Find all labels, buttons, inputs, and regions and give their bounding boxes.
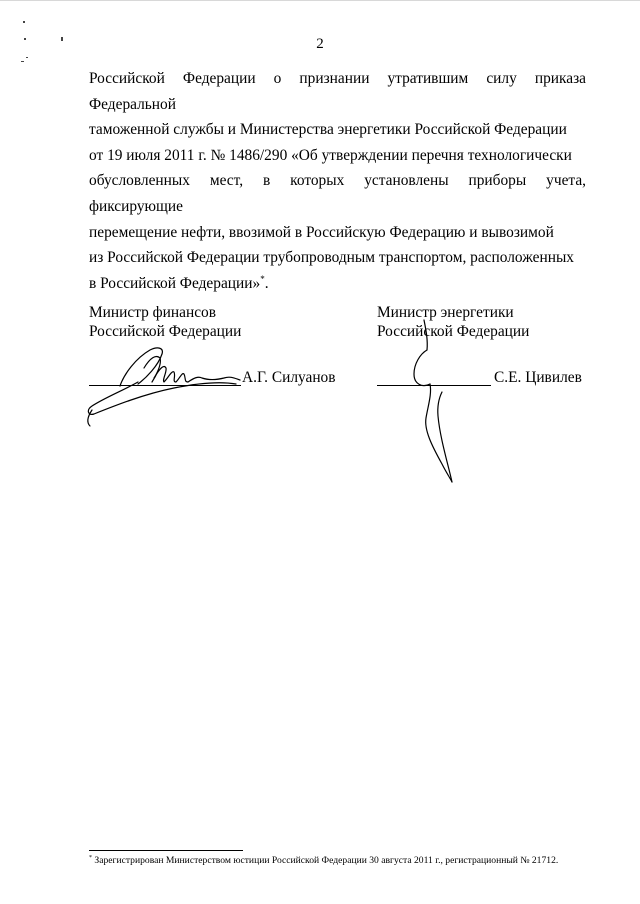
body-paragraph xyxy=(89,66,586,296)
right-title-line2: Российской Федерации xyxy=(377,323,530,340)
body-line: от 19 июля 2011 г. № 1486/290 «Об утверждении перечня технологически xyxy=(89,146,572,164)
left-signatory-title xyxy=(89,303,241,341)
body-line: обусловленных мест, в которых установлены приборы учета, фиксирующие xyxy=(89,172,586,215)
body-line: Российской Федерации о признании утратившим силу приказа Федеральной xyxy=(89,70,586,113)
body-line: из Российской Федерации трубопроводным транспортом, расположенных xyxy=(89,249,574,267)
footnote-reference: * xyxy=(260,273,265,284)
right-title-line1: Министр энергетики xyxy=(377,304,514,321)
scan-edge xyxy=(0,0,640,1)
left-handwritten-signature xyxy=(84,338,254,430)
footnote-separator xyxy=(89,850,243,851)
body-end-punct: . xyxy=(264,274,269,292)
body-line-last xyxy=(89,271,586,297)
left-title-line1: Министр финансов xyxy=(89,304,216,321)
footnote xyxy=(89,855,558,866)
page-number: 2 xyxy=(316,36,324,52)
left-title-line2: Российской Федерации xyxy=(89,323,242,340)
body-line: таможенной службы и Министерства энергетики Российской Федерации xyxy=(89,121,567,139)
right-signatory-name: С.Е. Цивилев xyxy=(494,369,582,386)
body-line-text: в Российской Федерации» xyxy=(89,274,261,292)
footnote-mark: * xyxy=(89,855,92,861)
left-signatory-name: А.Г. Силуанов xyxy=(242,369,336,386)
footnote-text: Зарегистрирован Министерством юстиции Российской Федерации 30 августа 2011 г., регистрационный № 21712. xyxy=(94,855,559,867)
body-line: перемещение нефти, ввозимой в Российскую Федерацию и вывозимой xyxy=(89,223,554,241)
right-handwritten-signature xyxy=(408,318,458,488)
